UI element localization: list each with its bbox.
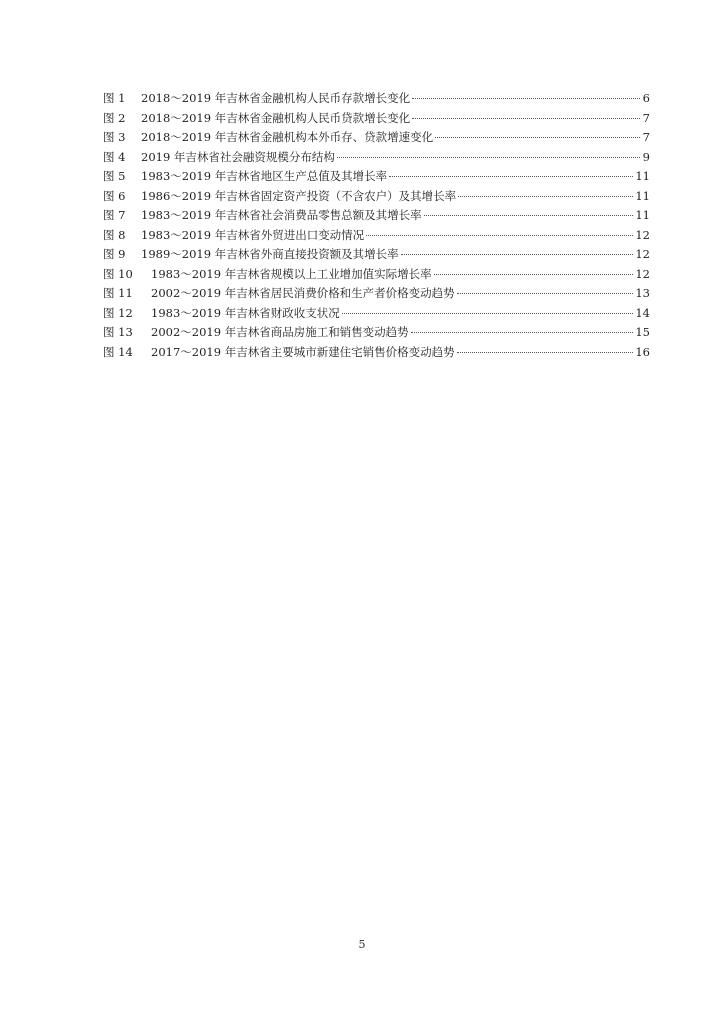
dot-leader bbox=[434, 274, 634, 275]
figure-number: 图 7 bbox=[103, 208, 126, 222]
figure-page: 11 bbox=[635, 208, 650, 222]
figure-page: 16 bbox=[635, 344, 650, 359]
figure-number: 图 12 bbox=[103, 305, 133, 320]
toc-entry[interactable] bbox=[103, 323, 650, 343]
figure-title: 1983～2019 年吉林省社会消费品零售总额及其增长率 bbox=[141, 208, 422, 222]
page-number: 5 bbox=[358, 938, 366, 951]
figure-page: 11 bbox=[635, 188, 650, 203]
figure-page: 7 bbox=[642, 130, 650, 144]
figure-list bbox=[103, 89, 650, 362]
figure-number: 图 14 bbox=[103, 344, 133, 359]
figure-number: 图 13 bbox=[103, 325, 133, 339]
dot-leader bbox=[342, 313, 634, 314]
figure-page: 15 bbox=[635, 325, 650, 339]
figure-number: 图 8 bbox=[103, 227, 126, 242]
figure-page: 9 bbox=[642, 149, 650, 164]
dot-leader bbox=[435, 137, 640, 138]
toc-entry[interactable] bbox=[103, 343, 650, 363]
toc-entry[interactable] bbox=[103, 245, 650, 265]
toc-entry[interactable] bbox=[103, 284, 650, 304]
dot-leader bbox=[457, 352, 634, 353]
figure-page: 13 bbox=[635, 286, 650, 300]
figure-title: 1983～2019 年吉林省规模以上工业增加值实际增长率 bbox=[151, 266, 432, 281]
toc-entry[interactable] bbox=[103, 109, 650, 129]
figure-title: 1986～2019 年吉林省固定资产投资（不含农户）及其增长率 bbox=[141, 188, 457, 203]
dot-leader bbox=[337, 157, 640, 158]
toc-entry[interactable] bbox=[103, 304, 650, 324]
toc-entry[interactable] bbox=[103, 206, 650, 226]
figure-number: 图 10 bbox=[103, 266, 133, 281]
figure-number: 图 5 bbox=[103, 169, 126, 183]
figure-number: 图 3 bbox=[103, 130, 126, 144]
toc-entry[interactable] bbox=[103, 187, 650, 207]
dot-leader bbox=[412, 118, 640, 119]
figure-number: 图 11 bbox=[103, 286, 133, 300]
figure-title: 1989～2019 年吉林省外商直接投资额及其增长率 bbox=[141, 247, 399, 261]
figure-title: 2018～2019 年吉林省金融机构本外币存、贷款增速变化 bbox=[141, 130, 434, 144]
dot-leader bbox=[411, 332, 634, 333]
figure-number: 图 9 bbox=[103, 247, 126, 261]
dot-leader bbox=[366, 235, 633, 236]
figure-page: 6 bbox=[642, 91, 650, 105]
figure-title: 2017～2019 年吉林省主要城市新建住宅销售价格变动趋势 bbox=[151, 344, 455, 359]
figure-page: 11 bbox=[635, 169, 650, 183]
toc-entry[interactable] bbox=[103, 128, 650, 148]
figure-title: 1983～2019 年吉林省地区生产总值及其增长率 bbox=[141, 169, 388, 183]
figure-page: 12 bbox=[635, 227, 650, 242]
dot-leader bbox=[412, 98, 640, 99]
figure-title: 2019 年吉林省社会融资规模分布结构 bbox=[141, 149, 335, 164]
figure-page: 14 bbox=[635, 305, 650, 320]
toc-entry[interactable] bbox=[103, 167, 650, 187]
figure-title: 2018～2019 年吉林省金融机构人民币存款增长变化 bbox=[141, 91, 411, 105]
figure-title: 2002～2019 年吉林省商品房施工和销售变动趋势 bbox=[151, 325, 409, 339]
dot-leader bbox=[389, 176, 633, 177]
toc-entry[interactable] bbox=[103, 226, 650, 246]
toc-entry[interactable] bbox=[103, 265, 650, 285]
figure-page: 12 bbox=[635, 266, 650, 281]
figure-number: 图 2 bbox=[103, 110, 126, 125]
figure-title: 2002～2019 年吉林省居民消费价格和生产者价格变动趋势 bbox=[151, 286, 455, 300]
figure-page: 7 bbox=[642, 110, 650, 125]
dot-leader bbox=[457, 293, 634, 294]
figure-number: 图 1 bbox=[103, 91, 126, 105]
figure-number: 图 6 bbox=[103, 188, 126, 203]
dot-leader bbox=[424, 215, 634, 216]
figure-page: 12 bbox=[635, 247, 650, 261]
figure-title: 1983～2019 年吉林省外贸进出口变动情况 bbox=[141, 227, 365, 242]
toc-entry[interactable] bbox=[103, 148, 650, 168]
dot-leader bbox=[401, 254, 634, 255]
figure-title: 2018～2019 年吉林省金融机构人民币贷款增长变化 bbox=[141, 110, 411, 125]
toc-entry[interactable] bbox=[103, 89, 650, 109]
dot-leader bbox=[458, 196, 633, 197]
figure-number: 图 4 bbox=[103, 149, 126, 164]
figure-title: 1983～2019 年吉林省财政收支状况 bbox=[151, 305, 340, 320]
